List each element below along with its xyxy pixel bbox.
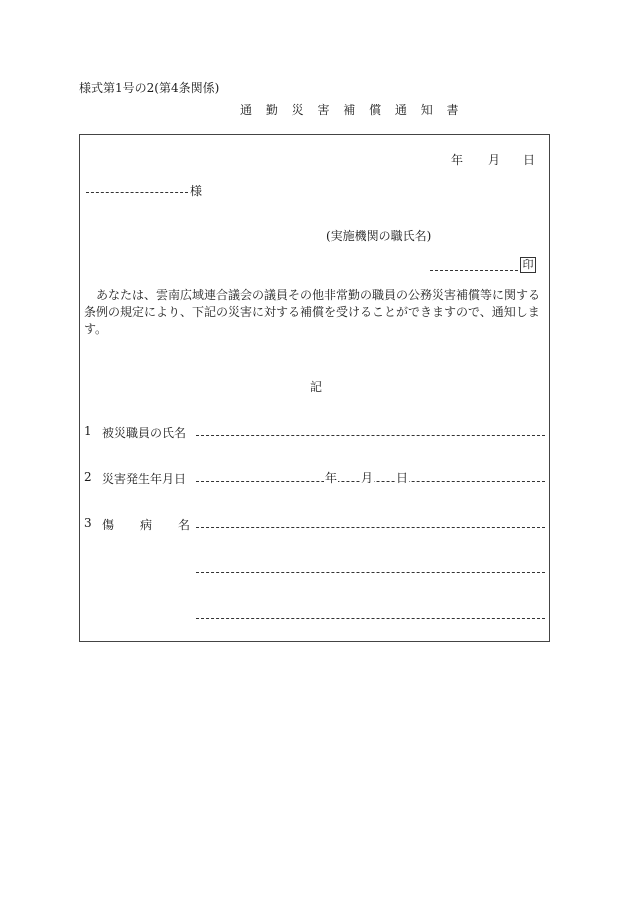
item-1-entry-line	[196, 435, 545, 436]
item-3-label	[102, 516, 190, 533]
recipient-name-line	[86, 192, 188, 193]
date-month-label: 月	[488, 153, 501, 167]
recipient-honorific: 様	[190, 184, 203, 198]
item-2-number: 2	[84, 470, 92, 484]
form-number-label: 様式第1号の2(第4条関係)	[79, 81, 220, 95]
issuer-title-label: (実施機関の職氏名)	[326, 229, 432, 243]
item-2-year-label: 年	[325, 471, 338, 485]
document-title: 通 勤 災 害 補 償 通 知 書	[240, 103, 464, 117]
date-day-label: 日	[523, 153, 536, 167]
item-3-number: 3	[84, 516, 92, 530]
issuer-name-line	[430, 270, 518, 271]
item-2-month-label: 月	[361, 471, 374, 485]
ki-heading: 記	[310, 380, 323, 394]
item-3-entry-line	[196, 618, 545, 619]
item-3-entry-line	[196, 572, 545, 573]
item-3-entry-line	[196, 527, 545, 528]
item-2-label: 災害発生年月日	[102, 472, 187, 486]
item-1-number: 1	[84, 424, 92, 438]
seal-mark: 印	[520, 257, 536, 273]
item-1-label: 被災職員の氏名	[102, 426, 187, 440]
date-year-label: 年	[451, 153, 464, 167]
item-3-label-char-3: 名	[178, 518, 191, 532]
item-3-label-char-1: 傷	[102, 518, 115, 532]
item-3-label-char-2: 病	[140, 518, 153, 532]
item-2-day-label: 日	[396, 471, 409, 485]
notice-body-text: あなたは、雲南広域連合議会の議員その他非常勤の職員の公務災害補償等に関する条例の規定により、下記の災害に対する補償を受けることができますので、通知します。	[84, 288, 541, 336]
